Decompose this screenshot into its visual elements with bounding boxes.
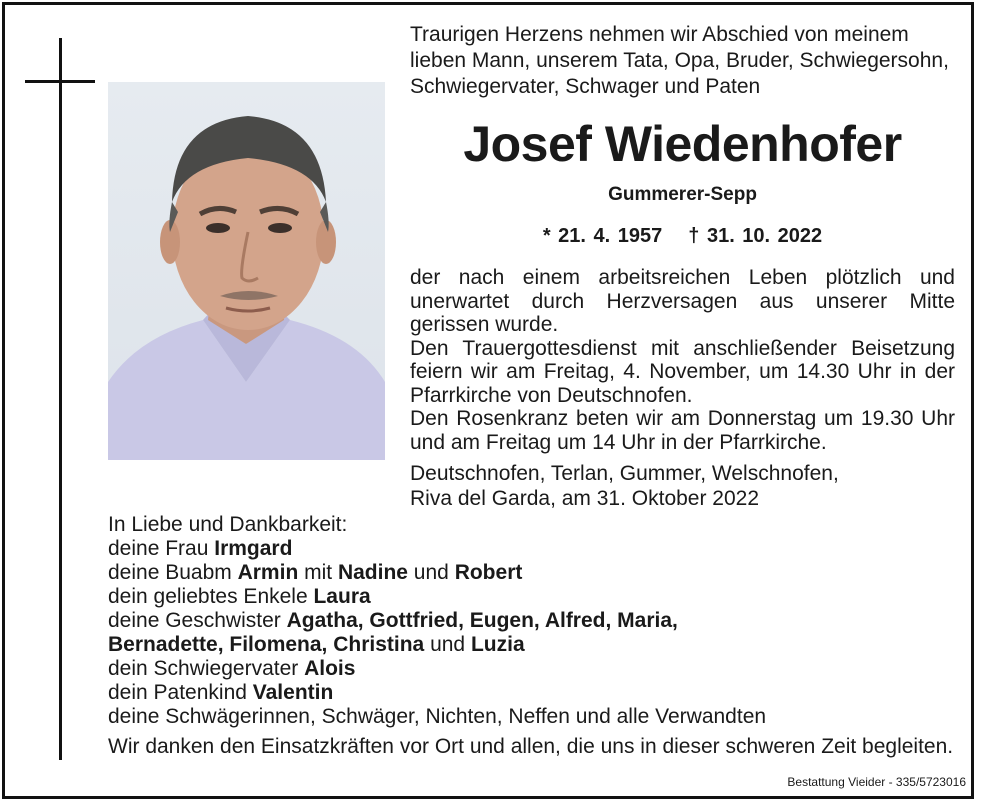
mourner-relation: dein geliebtes Enkele [108, 585, 314, 608]
portrait-illustration [108, 82, 385, 460]
mourner-line [108, 633, 958, 657]
body-paragraph: Den Rosenkranz beten wir am Donnerstag um 19.30 Uhr und am Freitag um 14 Uhr in der Pfarrkirche. [410, 407, 955, 454]
mourner-connector: und [424, 633, 471, 656]
thanks-text: Wir danken den Einsatzkräften vor Ort und allen, die uns in dieser schweren Zeit begleiten. [108, 735, 954, 758]
mourner-relation: deine Buabm [108, 561, 238, 584]
mourner-name: Nadine [337, 561, 408, 584]
mourner-relation: dein Patenkind [108, 681, 253, 704]
birth-date: * 21. 4. 1957 [542, 225, 663, 247]
mourner-line: deine Schwägerinnen, Schwäger, Nichten, Neffen und alle Verwandten [108, 705, 767, 728]
mourners-heading: In Liebe und Dankbarkeit: [108, 513, 348, 536]
death-date: † 31. 10. 2022 [688, 225, 823, 247]
deceased-nickname: Gummerer-Sepp [608, 184, 757, 205]
mourner-name: Agatha, Gottfried, Eugen, Alfred, Maria, [286, 609, 678, 632]
mourner-name: Irmgard [214, 537, 293, 560]
funeral-home-credit: Bestattung Vieider - 335/5723016 [787, 775, 966, 789]
mourner-name: Luzia [470, 633, 525, 656]
cross-horizontal-bar [25, 80, 95, 83]
places-line: Deutschnofen, Terlan, Gummer, Welschnofen, [410, 462, 839, 485]
mourner-relation: deine Frau [108, 537, 215, 560]
mourner-relation: dein Schwiegervater [108, 657, 305, 680]
body-paragraph: Den Trauergottesdienst mit anschließender Beisetzung feiern wir am Freitag, 4. November, um 14.30 Uhr in der Pfarrkirche von Deutschnofen. [410, 336, 955, 407]
intro-text: Traurigen Herzens nehmen wir Abschied von meinem lieben Mann, unserem Tata, Opa, Bruder, Schwiegersohn, Schwiegervater, Schwager und Paten [410, 23, 949, 98]
place-date-line [410, 461, 955, 511]
mourner-name: Laura [313, 585, 371, 608]
portrait-photo [108, 82, 385, 460]
mourner-line [108, 657, 958, 681]
mourner-line [108, 561, 958, 585]
body-paragraph: der nach einem arbeitsreichen Leben plötzlich und unerwartet durch Herzversagen aus unserer Mitte gerissen wurde. [410, 266, 955, 336]
deceased-name: Josef Wiedenhofer [463, 116, 902, 172]
mourners-list [108, 513, 958, 729]
mourner-line [108, 609, 958, 633]
cross-vertical-bar [59, 38, 62, 760]
places-line: Riva del Garda, am 31. Oktober 2022 [410, 487, 760, 510]
mourner-line [108, 681, 958, 705]
mourner-line [108, 537, 958, 561]
mourner-line [108, 585, 958, 609]
mourner-name: Armin [237, 561, 299, 584]
mourner-name: Valentin [252, 681, 334, 704]
mourner-name: Bernadette, Filomena, Christina [108, 633, 425, 656]
mourner-connector: und [407, 561, 455, 584]
mourner-relation: deine Geschwister [108, 609, 287, 632]
mourner-name: Alois [304, 657, 356, 680]
announcement-body [410, 266, 955, 454]
mourner-connector: mit [298, 561, 338, 584]
mourner-name: Robert [454, 561, 523, 584]
life-dates [410, 222, 955, 250]
